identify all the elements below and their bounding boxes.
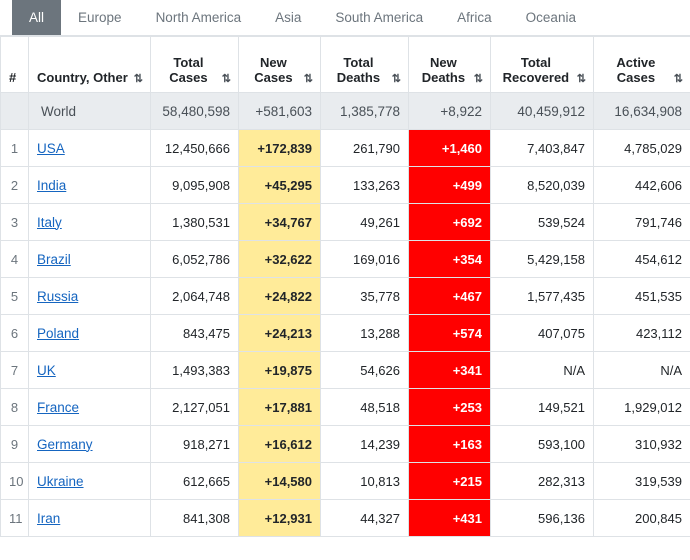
row-total-cases: 2,127,051 xyxy=(151,389,239,426)
row-total-deaths: 13,288 xyxy=(321,315,409,352)
col-header-label: # xyxy=(9,70,17,86)
tab-africa[interactable]: Africa xyxy=(440,0,509,35)
col-header-label: Active Cases xyxy=(616,55,656,86)
row-total-cases: 1,380,531 xyxy=(151,204,239,241)
table-body xyxy=(1,93,690,537)
tab-asia[interactable]: Asia xyxy=(258,0,318,35)
country-link[interactable]: Iran xyxy=(37,510,61,526)
row-total-cases: 843,475 xyxy=(151,315,239,352)
row-active-cases: 4,785,029 xyxy=(594,130,690,167)
row-country xyxy=(29,500,151,537)
col-header-label: Total Deaths xyxy=(336,55,381,86)
row-total-cases: 612,665 xyxy=(151,463,239,500)
row-total-deaths: 10,813 xyxy=(321,463,409,500)
sort-toggle-icon[interactable]: ⇅ xyxy=(391,73,400,85)
row-total-recovered: 149,521 xyxy=(491,389,594,426)
row-rank: 9 xyxy=(1,426,29,463)
row-country xyxy=(29,241,151,278)
row-total-deaths: 54,626 xyxy=(321,352,409,389)
row-total-recovered: 7,403,847 xyxy=(491,130,594,167)
row-new-deaths: +354 xyxy=(409,241,491,278)
row-new-cases: +17,881 xyxy=(239,389,321,426)
row-rank: 11 xyxy=(1,500,29,537)
row-total-deaths: 44,327 xyxy=(321,500,409,537)
region-tabs xyxy=(0,0,690,36)
col-header-rank xyxy=(1,37,29,93)
col-header-total-cases[interactable] xyxy=(151,37,239,93)
row-rank: 1 xyxy=(1,130,29,167)
tab-europe[interactable]: Europe xyxy=(61,0,139,35)
row-new-cases: +45,295 xyxy=(239,167,321,204)
row-total-recovered: 407,075 xyxy=(491,315,594,352)
country-link[interactable]: Brazil xyxy=(37,251,71,267)
row-new-deaths: +574 xyxy=(409,315,491,352)
row-total-deaths: 14,239 xyxy=(321,426,409,463)
row-rank: 2 xyxy=(1,167,29,204)
row-new-cases: +24,822 xyxy=(239,278,321,315)
tab-north-america[interactable]: North America xyxy=(139,0,259,35)
row-new-cases: +172,839 xyxy=(239,130,321,167)
row-total-cases: 2,064,748 xyxy=(151,278,239,315)
sort-toggle-icon[interactable]: ⇅ xyxy=(576,73,585,85)
row-new-cases: +24,213 xyxy=(239,315,321,352)
row-total-recovered: 593,100 xyxy=(491,426,594,463)
tab-all[interactable]: All xyxy=(12,0,61,35)
row-rank: 3 xyxy=(1,204,29,241)
table-row xyxy=(1,315,690,352)
row-rank: 4 xyxy=(1,241,29,278)
tab-south-america[interactable]: South America xyxy=(318,0,440,35)
row-active-cases: 423,112 xyxy=(594,315,690,352)
row-new-deaths: +8,922 xyxy=(409,93,491,130)
row-active-cases: 310,932 xyxy=(594,426,690,463)
col-header-new-cases[interactable] xyxy=(239,37,321,93)
row-total-cases: 1,493,383 xyxy=(151,352,239,389)
tab-oceania[interactable]: Oceania xyxy=(509,0,593,35)
row-total-recovered: 5,429,158 xyxy=(491,241,594,278)
col-header-label: Country, Other xyxy=(37,70,128,86)
row-rank xyxy=(1,93,29,130)
row-total-cases: 58,480,598 xyxy=(151,93,239,130)
table-row xyxy=(1,426,690,463)
row-new-cases: +14,580 xyxy=(239,463,321,500)
row-active-cases: 791,746 xyxy=(594,204,690,241)
sort-toggle-icon[interactable]: ⇅ xyxy=(303,73,312,85)
row-total-deaths: 48,518 xyxy=(321,389,409,426)
row-total-cases: 841,308 xyxy=(151,500,239,537)
row-total-recovered: 596,136 xyxy=(491,500,594,537)
row-active-cases: 451,535 xyxy=(594,278,690,315)
row-new-cases: +581,603 xyxy=(239,93,321,130)
country-link[interactable]: Ukraine xyxy=(37,473,84,489)
row-rank: 8 xyxy=(1,389,29,426)
row-new-cases: +32,622 xyxy=(239,241,321,278)
row-rank: 5 xyxy=(1,278,29,315)
row-active-cases: 454,612 xyxy=(594,241,690,278)
country-link[interactable]: France xyxy=(37,399,80,415)
country-link[interactable]: USA xyxy=(37,140,65,156)
sort-toggle-icon[interactable]: ⇅ xyxy=(221,73,230,85)
row-new-deaths: +253 xyxy=(409,389,491,426)
table-row xyxy=(1,500,690,537)
row-total-recovered: 8,520,039 xyxy=(491,167,594,204)
col-header-label: Total Cases xyxy=(169,55,208,86)
row-total-recovered: 40,459,912 xyxy=(491,93,594,130)
row-total-deaths: 49,261 xyxy=(321,204,409,241)
table-row xyxy=(1,167,690,204)
sort-toggle-icon[interactable]: ⇅ xyxy=(673,73,682,85)
row-active-cases: 442,606 xyxy=(594,167,690,204)
row-country xyxy=(29,278,151,315)
row-new-deaths: +341 xyxy=(409,352,491,389)
row-total-recovered: 1,577,435 xyxy=(491,278,594,315)
col-header-total-recovered[interactable] xyxy=(491,37,594,93)
row-new-deaths: +431 xyxy=(409,500,491,537)
row-total-deaths: 133,263 xyxy=(321,167,409,204)
row-new-deaths: +215 xyxy=(409,463,491,500)
statistics-table xyxy=(0,36,690,537)
row-new-cases: +34,767 xyxy=(239,204,321,241)
table-row xyxy=(1,463,690,500)
table-row-world xyxy=(1,93,690,130)
col-header-label: Total Recovered xyxy=(502,55,570,86)
country-link[interactable]: India xyxy=(37,177,67,193)
country-link[interactable]: Poland xyxy=(37,325,80,341)
row-total-deaths: 35,778 xyxy=(321,278,409,315)
row-total-deaths: 1,385,778 xyxy=(321,93,409,130)
row-total-deaths: 261,790 xyxy=(321,130,409,167)
row-active-cases: 319,539 xyxy=(594,463,690,500)
row-total-recovered: 539,524 xyxy=(491,204,594,241)
row-new-deaths: +499 xyxy=(409,167,491,204)
table-row xyxy=(1,130,690,167)
row-new-cases: +19,875 xyxy=(239,352,321,389)
row-rank: 10 xyxy=(1,463,29,500)
col-header-label: New Deaths xyxy=(421,55,466,86)
row-country xyxy=(29,167,151,204)
row-country xyxy=(29,352,151,389)
row-country xyxy=(29,426,151,463)
row-active-cases: N/A xyxy=(594,352,690,389)
table-row xyxy=(1,352,690,389)
country-link[interactable]: Germany xyxy=(37,436,93,452)
row-new-cases: +16,612 xyxy=(239,426,321,463)
row-new-deaths: +692 xyxy=(409,204,491,241)
sort-toggle-icon[interactable]: ⇅ xyxy=(473,73,482,85)
row-new-deaths: +467 xyxy=(409,278,491,315)
col-header-country[interactable] xyxy=(29,37,151,93)
row-country xyxy=(29,389,151,426)
col-header-active-cases[interactable] xyxy=(594,37,690,93)
row-country: World xyxy=(29,93,151,130)
table-row xyxy=(1,278,690,315)
row-active-cases: 1,929,012 xyxy=(594,389,690,426)
row-active-cases: 200,845 xyxy=(594,500,690,537)
country-link[interactable]: Russia xyxy=(37,288,79,304)
row-total-cases: 9,095,908 xyxy=(151,167,239,204)
row-country xyxy=(29,463,151,500)
row-new-cases: +12,931 xyxy=(239,500,321,537)
table-header xyxy=(1,37,690,93)
row-rank: 7 xyxy=(1,352,29,389)
row-country xyxy=(29,315,151,352)
row-country xyxy=(29,204,151,241)
col-header-total-deaths[interactable] xyxy=(321,37,409,93)
row-new-deaths: +163 xyxy=(409,426,491,463)
row-total-recovered: 282,313 xyxy=(491,463,594,500)
row-total-cases: 12,450,666 xyxy=(151,130,239,167)
row-total-cases: 918,271 xyxy=(151,426,239,463)
row-total-recovered: N/A xyxy=(491,352,594,389)
country-link[interactable]: UK xyxy=(37,362,56,378)
row-country xyxy=(29,130,151,167)
row-new-deaths: +1,460 xyxy=(409,130,491,167)
row-total-deaths: 169,016 xyxy=(321,241,409,278)
table-row xyxy=(1,204,690,241)
row-total-cases: 6,052,786 xyxy=(151,241,239,278)
row-active-cases: 16,634,908 xyxy=(594,93,690,130)
table-row xyxy=(1,389,690,426)
col-header-new-deaths[interactable] xyxy=(409,37,491,93)
col-header-label: New Cases xyxy=(254,55,293,86)
row-rank: 6 xyxy=(1,315,29,352)
table-row xyxy=(1,241,690,278)
country-link[interactable]: Italy xyxy=(37,214,62,230)
sort-toggle-icon[interactable]: ⇅ xyxy=(133,73,142,85)
